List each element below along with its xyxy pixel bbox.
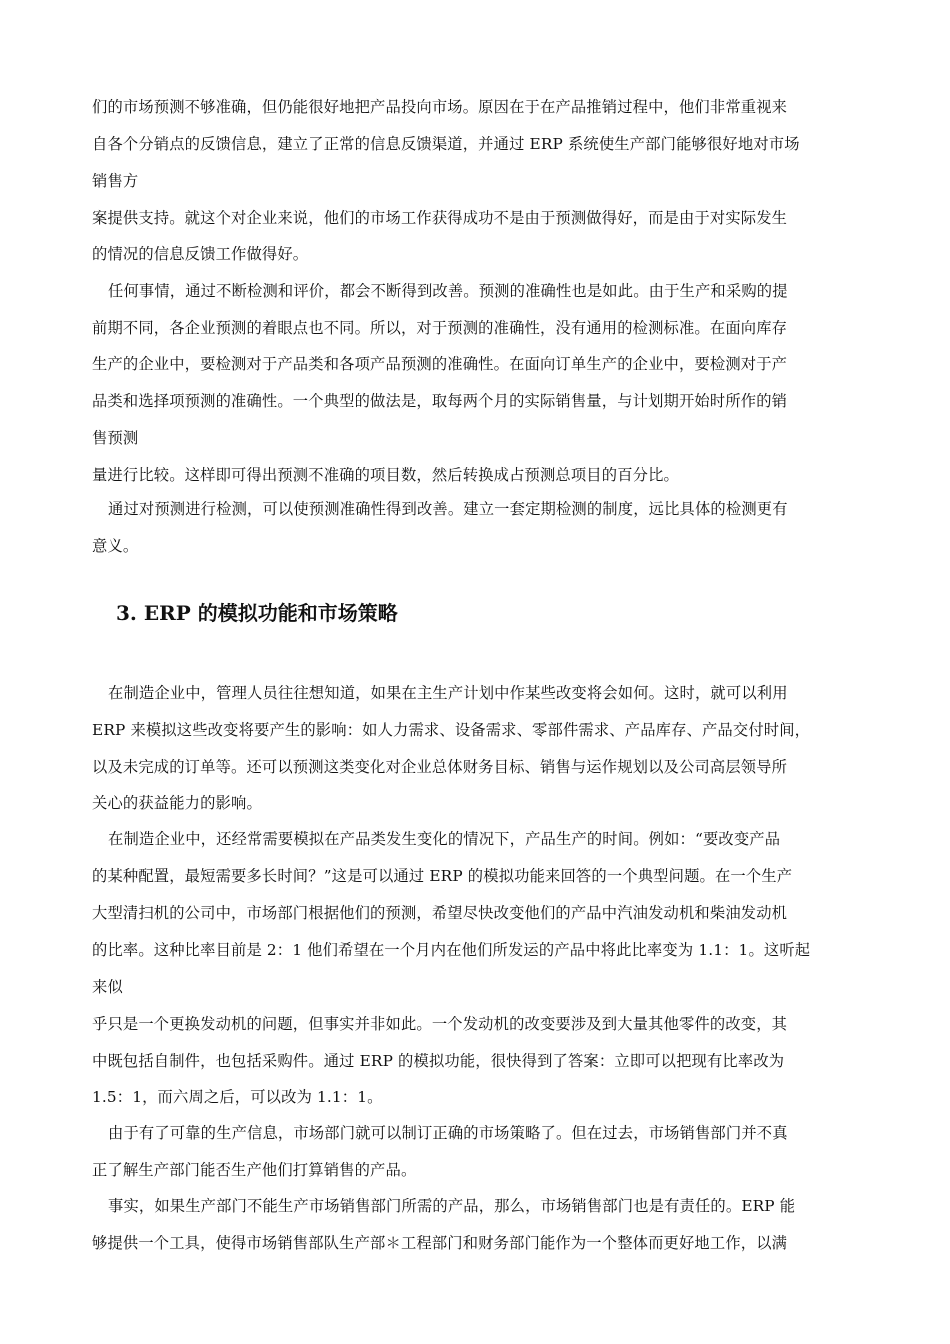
text-line: 前期不同，各企业预测的着眼点也不同。所以，对于预测的准确性，没有通用的检测标准。在面向库存	[92, 319, 788, 337]
text-line: 的情况的信息反馈工作做得好。	[92, 245, 309, 263]
text-line: 任何事情，通过不断检测和评价，都会不断得到改善。预测的准确性也是如此。由于生产和采购的提	[108, 282, 788, 300]
text-line: 来似	[92, 978, 123, 996]
text-line: 中既包括自制件，也包括采购件。通过 ERP 的模拟功能，很快得到了答案：立即可以把现有比率改为	[92, 1052, 785, 1070]
text-line: 品类和选择项预测的准确性。一个典型的做法是，取每两个月的实际销售量，与计划期开始时所作的销	[92, 392, 788, 410]
text-line: 销售方	[92, 172, 139, 190]
text-line: 在制造企业中，还经常需要模拟在产品类发生变化的情况下，产品生产的时间。例如：“要改变产品	[108, 830, 781, 848]
text-line: 由于有了可靠的生产信息，市场部门就可以制订正确的市场策略了。但在过去，市场销售部门并不真	[108, 1124, 788, 1142]
text-line: 够提供一个工具，使得市场销售部队生产部＊工程部门和财务部门能作为一个整体而更好地工作，以满	[92, 1234, 788, 1252]
text-line: 意义。	[92, 537, 139, 555]
text-line: 1.5：1，而六周之后，可以改为 1.1：1。	[92, 1088, 383, 1106]
text-line: ERP 来模拟这些改变将要产生的影响：如人力需求、设备需求、零部件需求、产品库存、产品交付时间，	[92, 721, 811, 739]
text-line: 正了解生产部门能否生产他们打算销售的产品。	[92, 1161, 417, 1179]
text-line: 关心的获益能力的影响。	[92, 794, 262, 812]
text-line: 售预测	[92, 429, 139, 447]
text-line: 自各个分销点的反馈信息，建立了正常的信息反馈渠道，并通过 ERP 系统使生产部门能够很好地对市场	[92, 135, 800, 153]
text-line: 们的市场预测不够准确，但仍能很好地把产品投向市场。原因在于在产品推销过程中，他们非常重视来	[92, 98, 788, 116]
text-line: 乎只是一个更换发动机的问题，但事实并非如此。一个发动机的改变要涉及到大量其他零件的改变，其	[92, 1015, 788, 1033]
text-line: 的某种配置，最短需要多长时间？”这是可以通过 ERP 的模拟功能来回答的一个典型问题。在一个生产	[92, 867, 793, 885]
text-line: 案提供支持。就这个对企业来说，他们的市场工作获得成功不是由于预测做得好，而是由于对实际发生	[92, 209, 788, 227]
text-line: 大型清扫机的公司中，市场部门根据他们的预测，希望尽快改变他们的产品中汽油发动机和柴油发动机	[92, 904, 788, 922]
text-line: 量进行比较。这样即可得出预测不准确的项目数，然后转换成占预测总项目的百分比。	[92, 466, 679, 484]
text-line: 以及未完成的订单等。还可以预测这类变化对企业总体财务目标、销售与运作规划以及公司高层领导所	[92, 758, 788, 776]
text-line: 事实，如果生产部门不能生产市场销售部门所需的产品，那么，市场销售部门也是有责任的。ERP 能	[108, 1197, 796, 1215]
text-line: 通过对预测进行检测，可以使预测准确性得到改善。建立一套定期检测的制度，远比具体的检测更有	[108, 500, 788, 518]
text-line: 在制造企业中，管理人员往往想知道，如果在主生产计划中作某些改变将会如何。这时，就可以利用	[108, 684, 788, 702]
text-line: 的比率。这种比率目前是 2：1 他们希望在一个月内在他们所发运的产品中将此比率变为 1.1：1。这听起	[92, 941, 811, 959]
section-heading: 3. ERP 的模拟功能和市场策略	[116, 601, 398, 625]
text-line: 生产的企业中，要检测对于产品类和各项产品预测的准确性。在面向订单生产的企业中，要检测对于产	[92, 355, 788, 373]
